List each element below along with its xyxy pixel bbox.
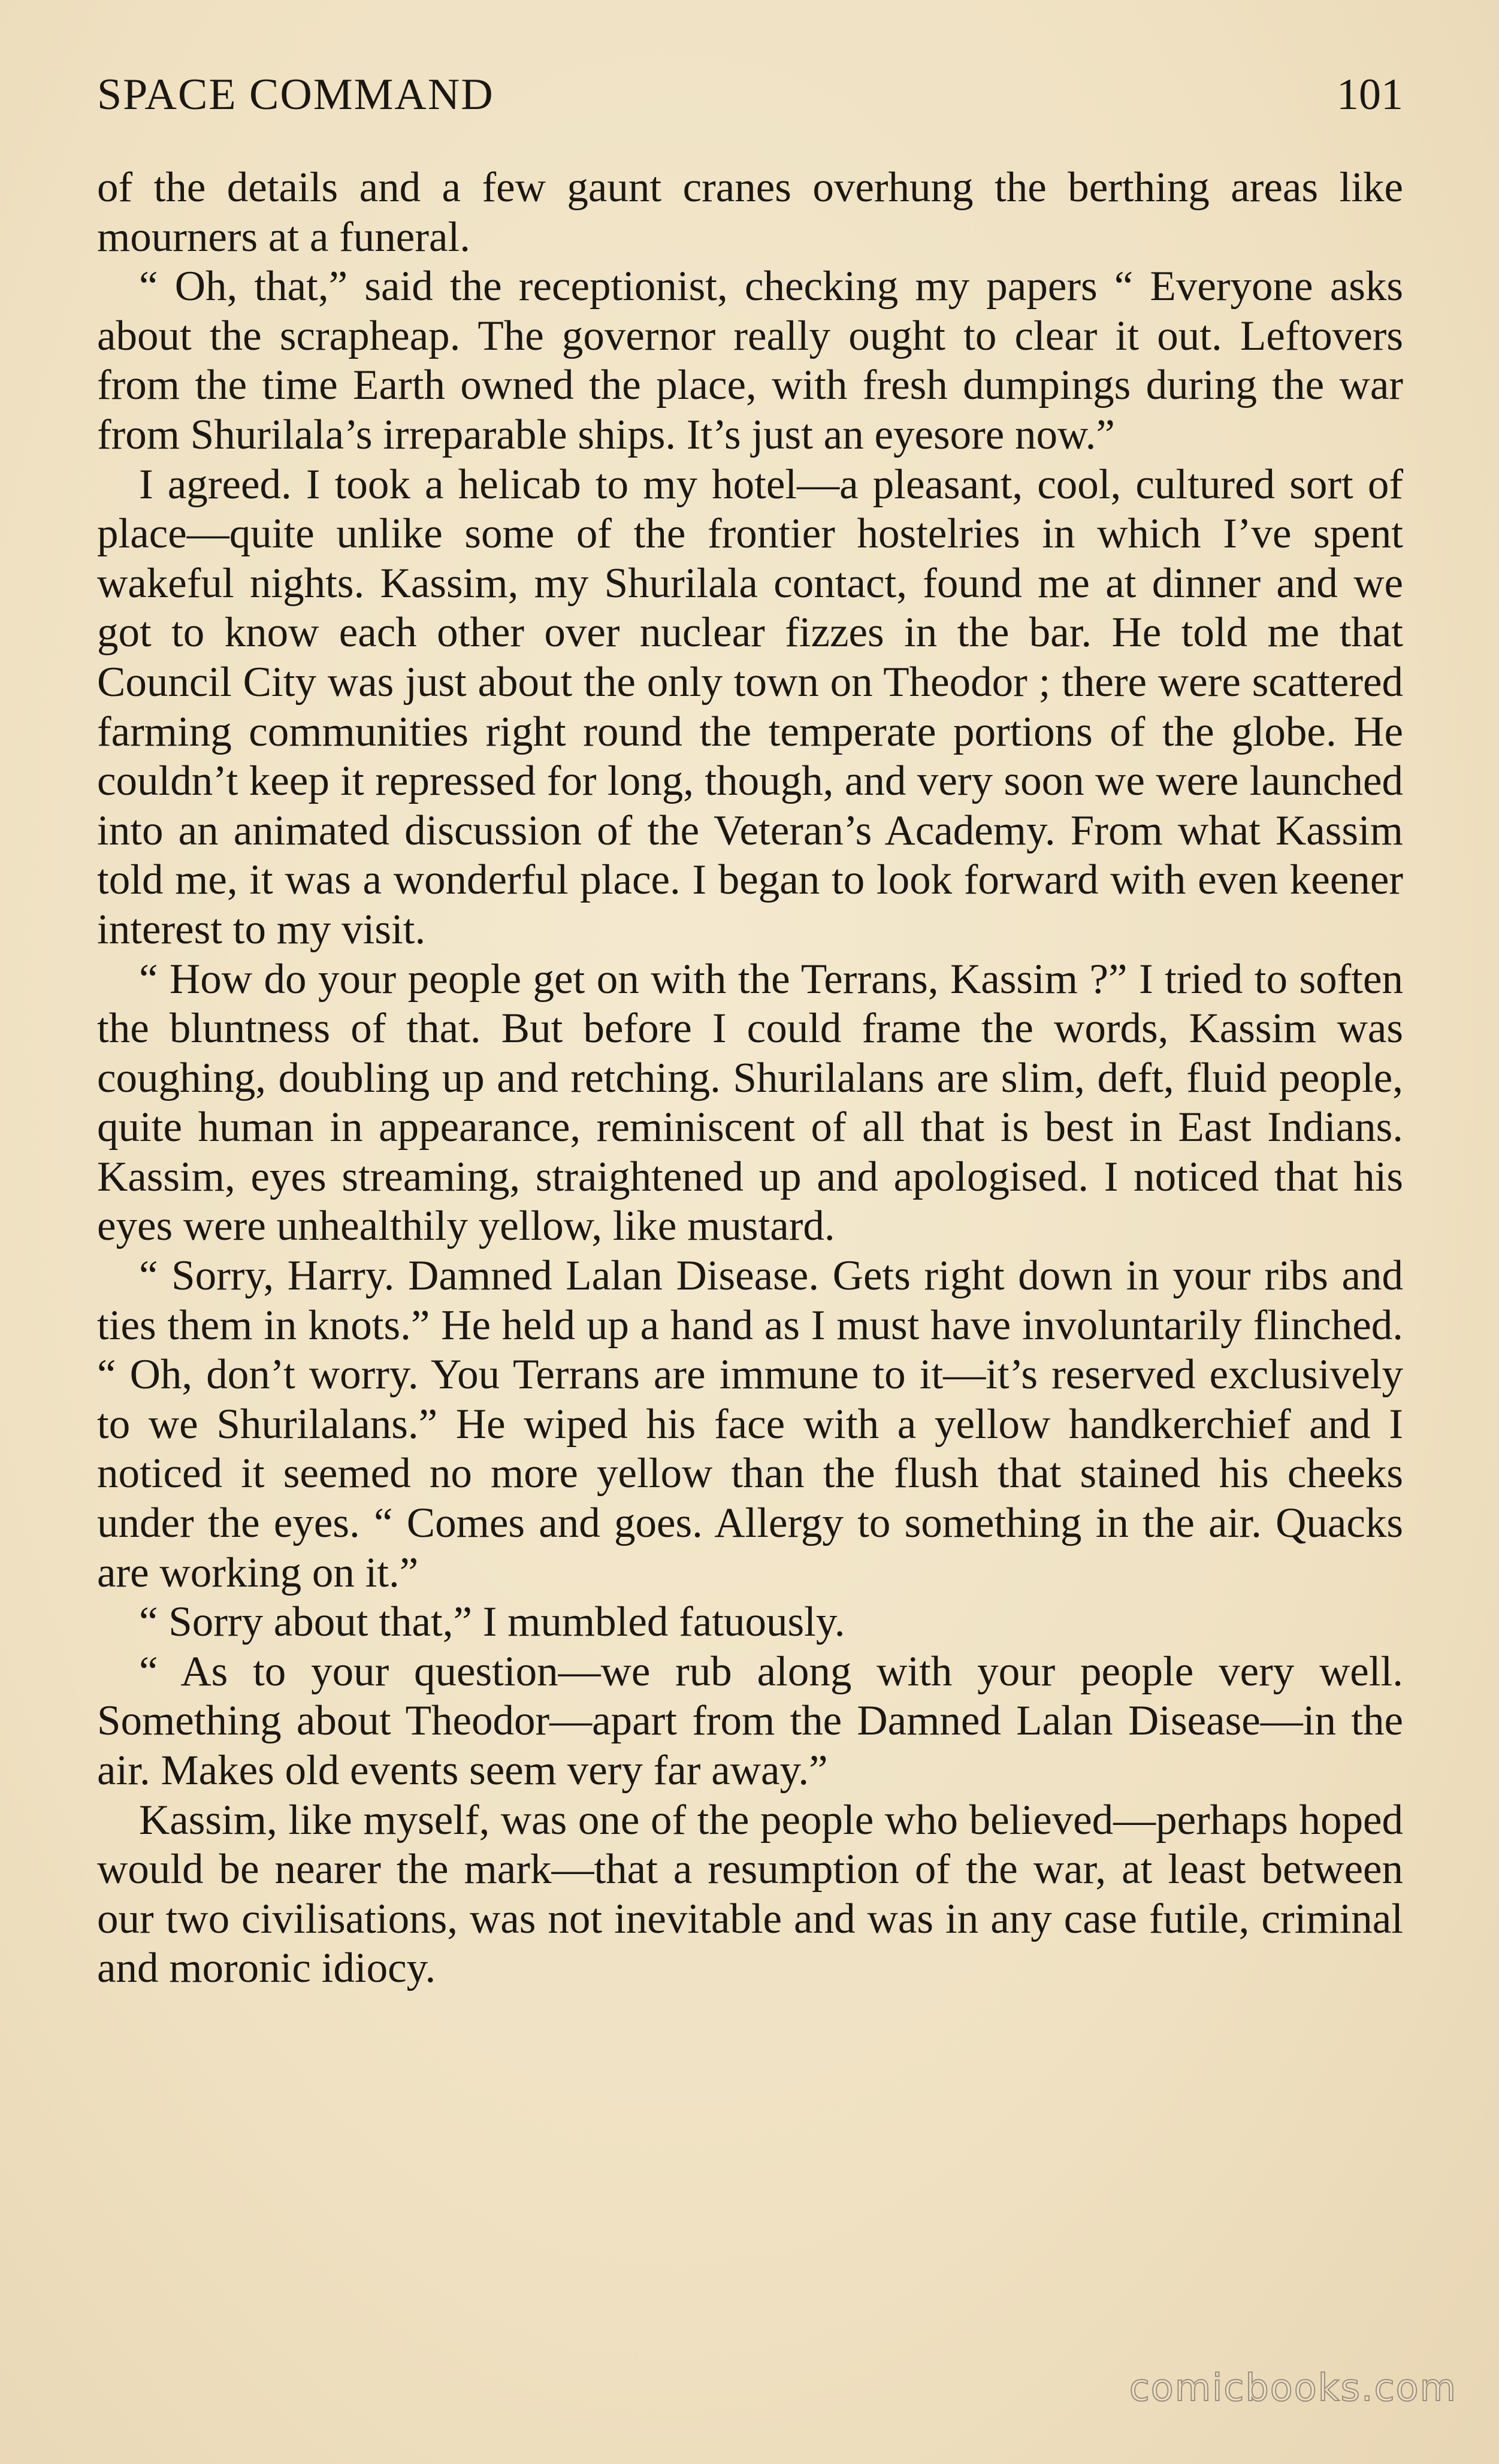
body-text xyxy=(97,163,1403,1993)
paragraph: I agreed. I took a helicab to my hotel—a pleasant, cool, cultured sort of place—quite unlike some of the frontier hostelries in which I’ve spent wakeful nights. Kassim, my Shurilala contact, found me at dinner and we got to know each other over nuclear fizzes in the bar. He told me that Council City was just about the only town on Theodor ; there were scattered farming communities right round the temperate portions of the globe. He couldn’t keep it repressed for long, though, and very soon we were launched into an animated discussion of the Veteran’s Academy. From what Kassim told me, it was a wonderful place. I began to look forward with even keener interest to my visit. xyxy=(97,461,1403,953)
book-title: SPACE COMMAND xyxy=(97,70,494,119)
paragraph: “ Sorry, Harry. Damned Lalan Disease. Gets right down in your ribs and ties them in knots.” He held up a hand as I must have involuntarily flinched. “ Oh, don’t worry. You Terrans are immune to it—it’s reserved exclusively to we Shurilalans.” He wiped his face with a yellow handkerchief and I noticed it seemed no more yellow than the flush that stained his cheeks under the eyes. “ Comes and goes. Allergy to something in the air. Quacks are working on it.” xyxy=(97,1252,1403,1596)
paragraph: Kassim, like myself, was one of the people who believed—perhaps hoped would be nearer the mark—that a resumption of the war, at least between our two civilisations, was not inevitable and was in any case futile, criminal and moronic idiocy. xyxy=(97,1796,1403,1992)
paragraph: “ Oh, that,” said the receptionist, checking my papers “ Everyone asks about the scrapheap. The governor really ought to clear it out. Leftovers from the time Earth owned the place, with fresh dumpings during the war from Shurilala’s irreparable ships. It’s just an eyesore now.” xyxy=(97,263,1403,458)
running-head xyxy=(97,65,1403,125)
paragraph: “ Sorry about that,” I mumbled fatuously. xyxy=(139,1599,845,1646)
watermark: comicbooks.com xyxy=(1129,2366,1457,2409)
page-number: 101 xyxy=(1337,70,1403,119)
paragraph: “ As to your question—we rub along with your people very well. Something about Theodor—apart from the Damned Lalan Disease—in the air. Makes old events seem very far away.” xyxy=(97,1648,1403,1794)
paragraph: of the details and a few gaunt cranes overhung the berthing areas like mourners at a funeral. xyxy=(97,164,1403,261)
paragraph: “ How do your people get on with the Terrans, Kassim ?” I tried to soften the bluntness of that. But before I could frame the words, Kassim was coughing, doubling up and retching. Shurilalans are slim, deft, fluid people, quite human in appearance, reminiscent of all that is best in East Indians. Kassim, eyes streaming, straightened up and apologised. I noticed that his eyes were unhealthily yellow, like mustard. xyxy=(97,955,1403,1250)
